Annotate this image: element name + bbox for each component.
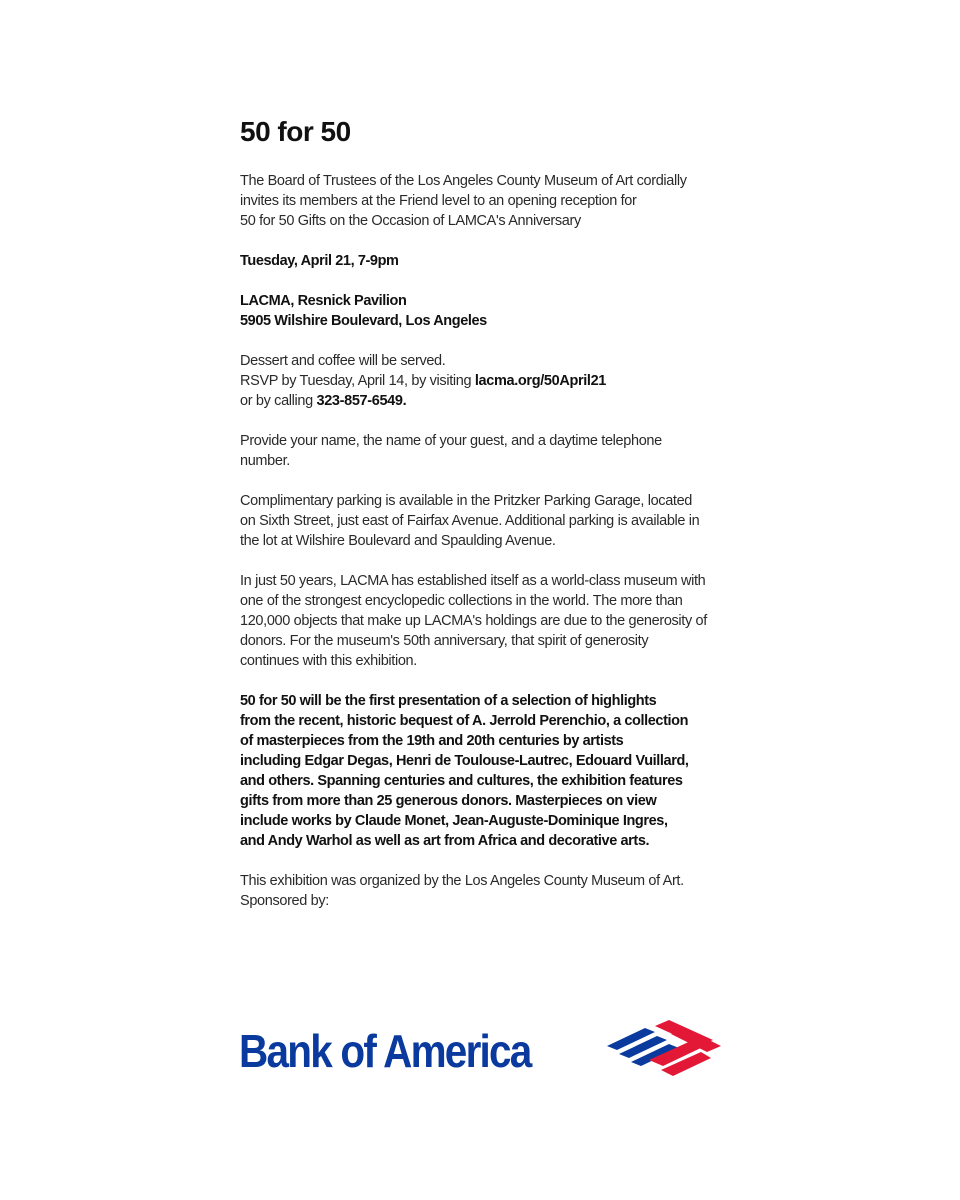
parking-paragraph: Complimentary parking is available in the Pritzker Parking Garage, located on Sixth Street, just east of Fairfax Avenue. Additional parking is available in the lot at Wilshire Boulevard and Spaulding Avenue. xyxy=(240,493,700,549)
rsvp-phone[interactable]: 323-857-6549. xyxy=(316,393,407,409)
highlight-paragraph: 50 for 50 will be the first presentation of a selection of highlights from the recent, historic bequest of A. Jerrold Perenchio, a collection of masterpieces from the 19th and 20th centuries by artists including Edgar Degas, Henri de Toulouse-Lautrec, Edouard Vuillard, and others. Spanning centuries and cultures, the exhibition features gifts from more than 25 generous donors. Masterpieces on view include works by Claude Monet, Jean-Auguste-Dominique Ingres, and Andy Warhol as well as art from Africa and decorative arts. xyxy=(240,693,689,849)
history-paragraph: In just 50 years, LACMA has established itself as a world-class museum with one of the strongest encyclopedic collections in the world. The more than 120,000 objects that make up LACMA's holdings are due to the generosity of donors. For the museum's 50th anniversary, that spirit of generosity continues with this exhibition. xyxy=(240,573,707,669)
intro-line: 50 for 50 Gifts on the Occasion of LAMCA's Anniversary xyxy=(240,213,581,229)
intro-paragraph xyxy=(240,171,730,231)
dessert-note: Dessert and coffee will be served. xyxy=(240,353,446,369)
intro-line: invites its members at the Friend level to an opening reception for xyxy=(240,193,637,209)
sponsor-paragraph: This exhibition was organized by the Los Angeles County Museum of Art. Sponsored by: xyxy=(240,873,684,909)
event-date: Tuesday, April 21, 7-9pm xyxy=(240,253,399,269)
invitation-content xyxy=(240,114,730,911)
event-venue xyxy=(240,291,730,331)
rsvp-link[interactable]: lacma.org/50April21 xyxy=(474,373,607,389)
rsvp-line: RSVP by Tuesday, April 14, by visiting lacma.org/50April21 xyxy=(240,373,607,389)
sponsor-logo-wordmark: Bank of America xyxy=(239,1025,531,1077)
bank-of-america-logo xyxy=(239,1020,721,1082)
page-title: 50 for 50 xyxy=(240,116,351,147)
venue-address: 5905 Wilshire Boulevard, Los Angeles xyxy=(240,313,487,329)
flag-icon xyxy=(597,1020,721,1082)
phone-line: or by calling 323-857-6549. xyxy=(240,393,407,409)
venue-name: LACMA, Resnick Pavilion xyxy=(240,293,407,309)
provide-paragraph: Provide your name, the name of your guest, and a daytime telephone number. xyxy=(240,433,662,469)
rsvp-paragraph xyxy=(240,351,730,411)
intro-line: The Board of Trustees of the Los Angeles County Museum of Art cordially xyxy=(240,173,687,189)
